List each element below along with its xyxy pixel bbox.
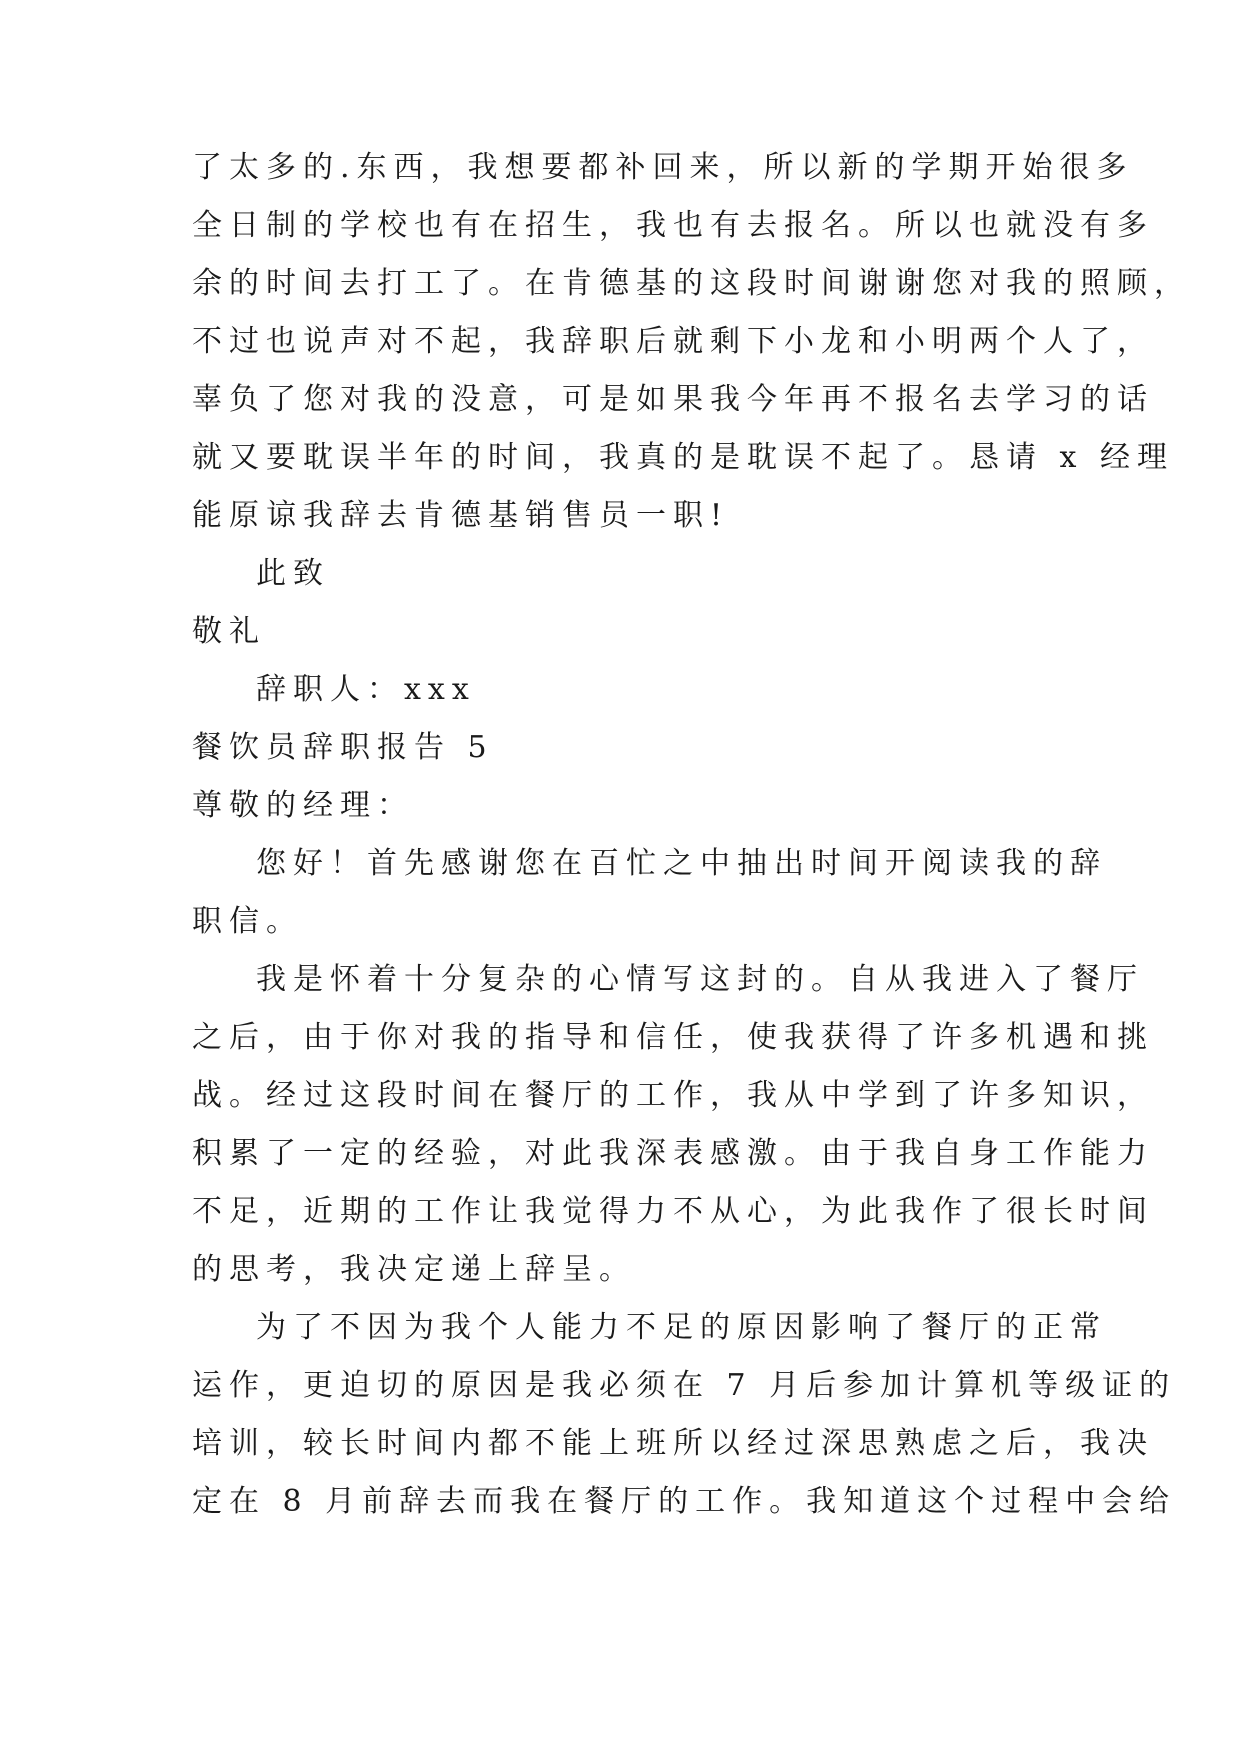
letter-greeting: 尊敬的经理： [192,788,414,823]
paragraph-2-line-2: 之后，由于你对我的指导和信任，使我获得了许多机遇和挑 [192,1020,1154,1055]
text-line-2: 全日制的学校也有在招生，我也有去报名。所以也就没有多 [192,208,1154,243]
text-line-5: 辜负了您对我的没意，可是如果我今年再不报名去学习的话 [192,382,1154,417]
signature-line: 辞职人：xxx [256,672,476,707]
paragraph-1-line-1: 您好！首先感谢您在百忙之中抽出时间开阅读我的辞 [256,846,1107,881]
closing-salutation: 此致 [256,556,330,591]
section-title: 餐饮员辞职报告 5 [192,730,494,765]
paragraph-2-line-4: 积累了一定的经验，对此我深表感激。由于我自身工作能力 [192,1136,1154,1171]
text-line-7: 能原谅我辞去肯德基销售员一职! [192,498,730,533]
paragraph-2-line-6: 的思考，我决定递上辞呈。 [192,1252,636,1287]
closing-regards: 敬礼 [192,614,266,649]
text-line-3: 余的时间去打工了。在肯德基的这段时间谢谢您对我的照顾， [192,266,1191,301]
paragraph-2-line-5: 不足，近期的工作让我觉得力不从心，为此我作了很长时间 [192,1194,1154,1229]
paragraph-1-line-2: 职信。 [192,904,303,939]
paragraph-3-line-3: 培训，较长时间内都不能上班所以经过深思熟虑之后，我决 [192,1426,1154,1461]
paragraph-3-line-2: 运作，更迫切的原因是我必须在 7 月后参加计算机等级证的 [192,1368,1177,1403]
paragraph-3-line-1: 为了不因为我个人能力不足的原因影响了餐厅的正常 [256,1310,1107,1345]
paragraph-3-line-4: 定在 8 月前辞去而我在餐厅的工作。我知道这个过程中会给 [192,1484,1177,1519]
paragraph-2-line-3: 战。经过这段时间在餐厅的工作，我从中学到了许多知识， [192,1078,1154,1113]
text-line-6: 就又要耽误半年的时间，我真的是耽误不起了。恳请 x 经理 [192,440,1174,475]
paragraph-2-line-1: 我是怀着十分复杂的心情写这封的。自从我进入了餐厅 [256,962,1144,997]
text-line-4: 不过也说声对不起，我辞职后就剩下小龙和小明两个人了， [192,324,1154,359]
text-line-1: 了太多的.东西，我想要都补回来，所以新的学期开始很多 [192,150,1134,185]
